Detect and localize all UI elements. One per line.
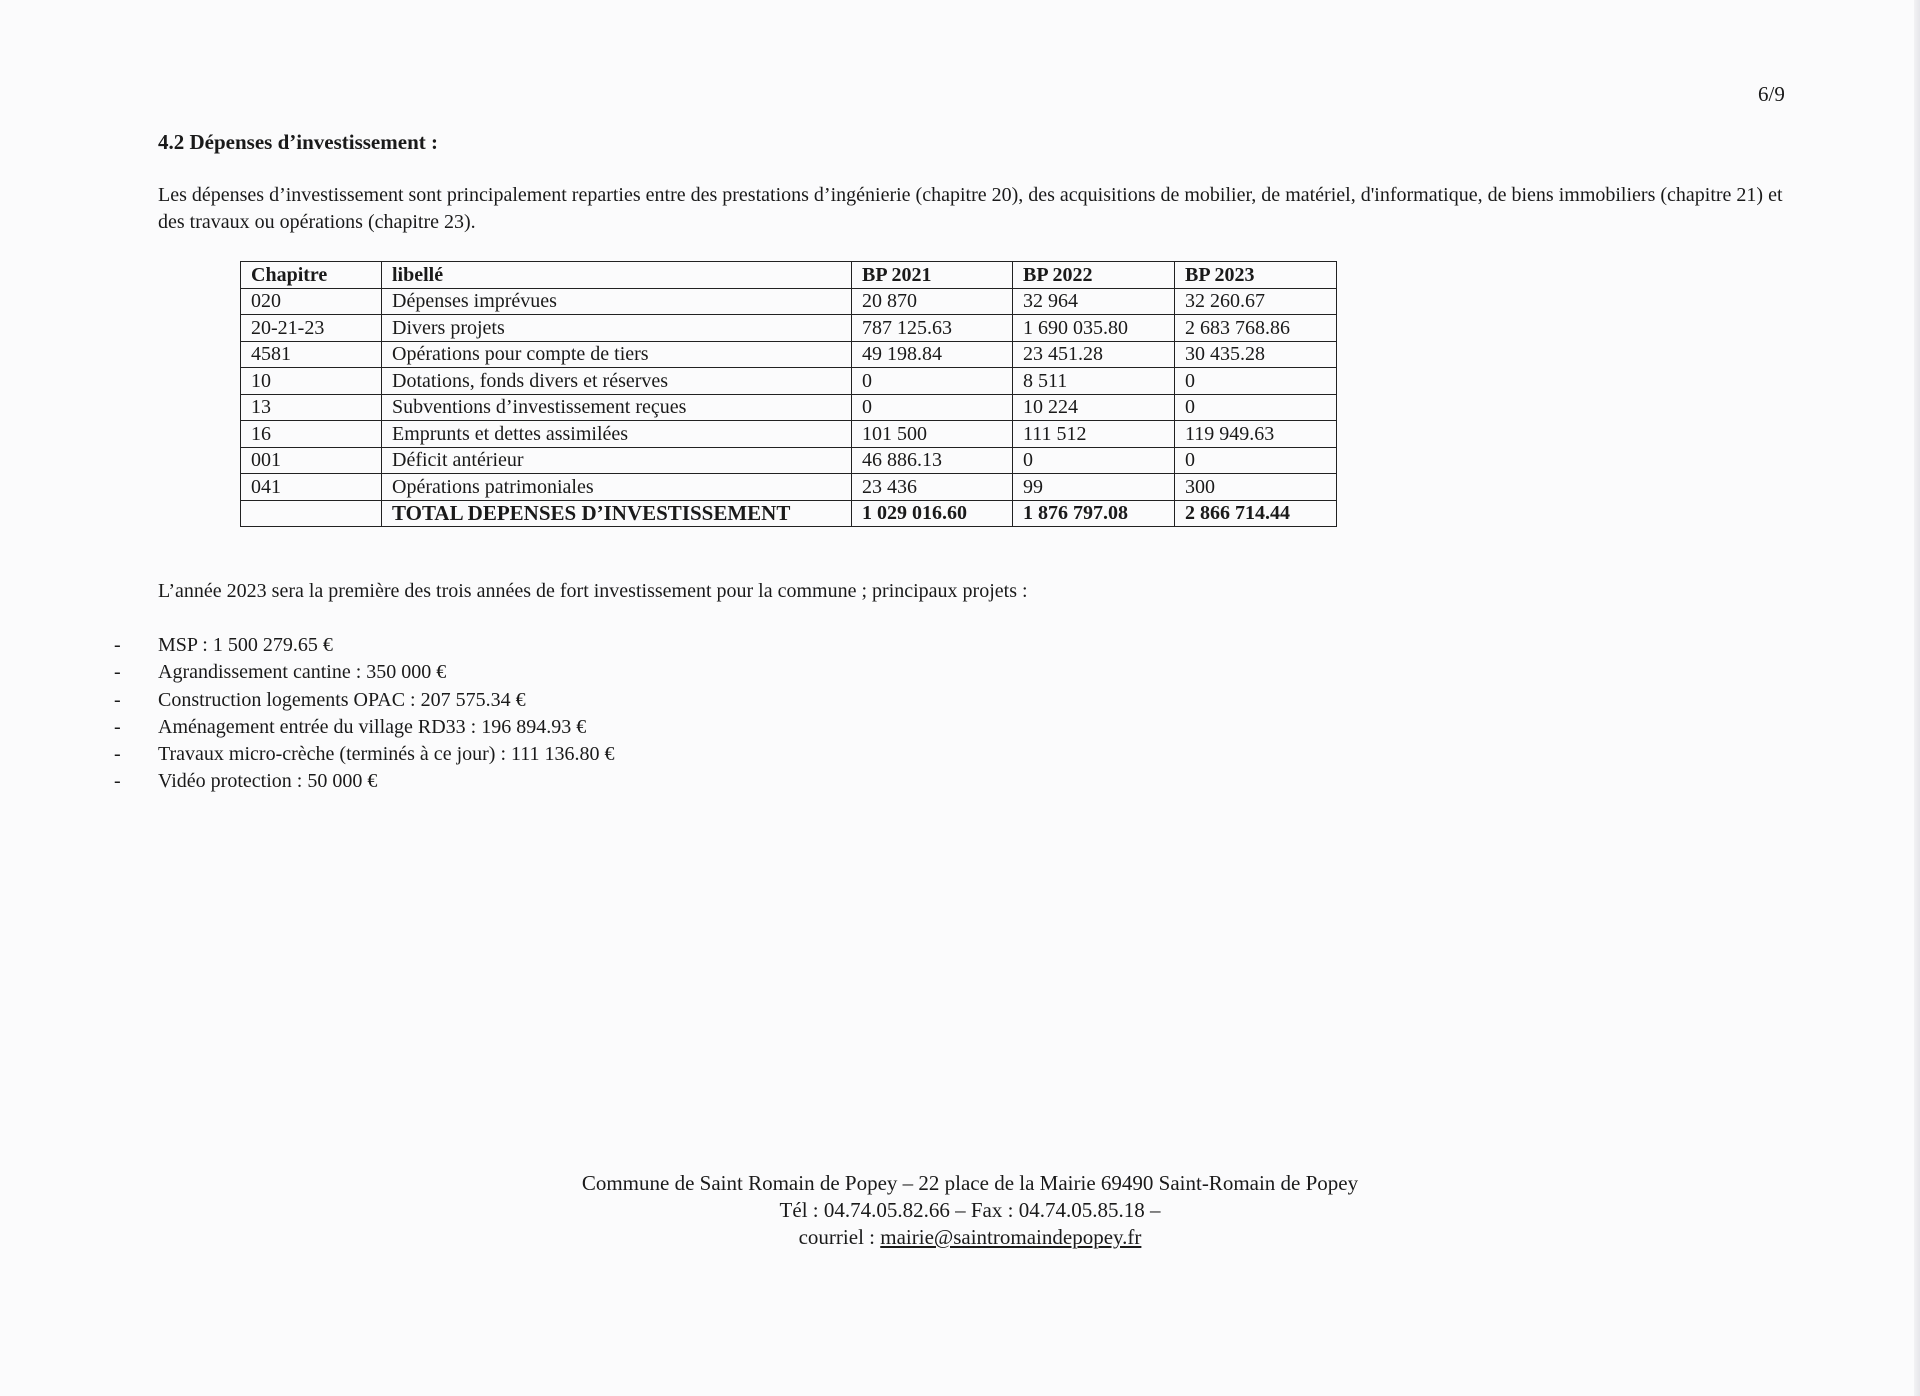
footer-email-prefix: courriel : bbox=[798, 1225, 881, 1249]
cell-bp-2021: 101 500 bbox=[852, 421, 1013, 448]
cell-bp-2021: 20 870 bbox=[852, 288, 1013, 315]
cell-bp-2023: 0 bbox=[1175, 394, 1337, 421]
list-item bbox=[114, 714, 615, 741]
page-footer bbox=[0, 1170, 1920, 1251]
cell-bp-2022: 8 511 bbox=[1013, 368, 1175, 395]
cell-chapitre: 041 bbox=[241, 474, 382, 501]
cell-chapitre: 001 bbox=[241, 447, 382, 474]
table-row bbox=[241, 447, 1337, 474]
page-number: 6/9 bbox=[1758, 82, 1785, 106]
list-item-text: MSP : 1 500 279.65 € bbox=[158, 634, 333, 656]
list-dash: - bbox=[114, 715, 121, 738]
cell-chapitre: 16 bbox=[241, 421, 382, 448]
cell-bp-2021: 46 886.13 bbox=[852, 447, 1013, 474]
cell-libelle: Dépenses imprévues bbox=[382, 288, 852, 315]
list-item-text: Vidéo protection : 50 000 € bbox=[158, 770, 378, 793]
cell-bp-2022: 111 512 bbox=[1013, 421, 1175, 448]
header-bp-2022: BP 2022 bbox=[1013, 262, 1175, 289]
header-bp-2021: BP 2021 bbox=[852, 262, 1013, 289]
cell-bp-2023: 0 bbox=[1175, 368, 1337, 395]
section-heading: 4.2 Dépenses d’investissement : bbox=[158, 130, 438, 154]
cell-bp-2021: 0 bbox=[852, 394, 1013, 421]
cell-libelle: Opérations pour compte de tiers bbox=[382, 341, 852, 368]
list-item bbox=[114, 632, 615, 659]
table-row bbox=[241, 315, 1337, 342]
cell-libelle: Opérations patrimoniales bbox=[382, 474, 852, 501]
table-row bbox=[241, 368, 1337, 395]
cell-bp-2022: 23 451.28 bbox=[1013, 341, 1175, 368]
list-item bbox=[114, 768, 615, 795]
cell-total-bp-2023: 2 866 714.44 bbox=[1175, 500, 1337, 527]
cell-total-label: TOTAL DEPENSES D’INVESTISSEMENT bbox=[382, 500, 852, 527]
cell-bp-2021: 787 125.63 bbox=[852, 315, 1013, 342]
header-bp-2023: BP 2023 bbox=[1175, 262, 1337, 289]
list-item-text: Agrandissement cantine : 350 000 € bbox=[158, 661, 447, 684]
projects-list bbox=[114, 632, 615, 796]
table-row bbox=[241, 288, 1337, 315]
list-item bbox=[114, 741, 615, 768]
header-chapitre: Chapitre bbox=[241, 262, 382, 289]
table-row bbox=[241, 341, 1337, 368]
cell-bp-2021: 0 bbox=[852, 368, 1013, 395]
cell-bp-2022: 1 690 035.80 bbox=[1013, 315, 1175, 342]
cell-libelle: Subventions d’investissement reçues bbox=[382, 394, 852, 421]
cell-bp-2022: 32 964 bbox=[1013, 288, 1175, 315]
cell-libelle: Dotations, fonds divers et réserves bbox=[382, 368, 852, 395]
list-item bbox=[114, 659, 615, 686]
cell-bp-2023: 300 bbox=[1175, 474, 1337, 501]
cell-chapitre: 4581 bbox=[241, 341, 382, 368]
cell-total-bp-2022: 1 876 797.08 bbox=[1013, 500, 1175, 527]
list-dash: - bbox=[114, 743, 121, 766]
cell-libelle: Emprunts et dettes assimilées bbox=[382, 421, 852, 448]
list-dash: - bbox=[114, 634, 121, 656]
table-row bbox=[241, 474, 1337, 501]
cell-bp-2023: 30 435.28 bbox=[1175, 341, 1337, 368]
list-dash: - bbox=[114, 688, 121, 711]
cell-chapitre: 20-21-23 bbox=[241, 315, 382, 342]
footer-address: Commune de Saint Romain de Popey – 22 place de la Mairie 69490 Saint-Romain de Popey bbox=[581, 1171, 1359, 1195]
table-header-row bbox=[241, 262, 1337, 289]
cell-chapitre: 020 bbox=[241, 288, 382, 315]
list-dash: - bbox=[114, 770, 121, 793]
table-total-row bbox=[241, 500, 1337, 527]
table-row bbox=[241, 394, 1337, 421]
cell-bp-2022: 99 bbox=[1013, 474, 1175, 501]
footer-email-link[interactable]: mairie@saintromaindepopey.fr bbox=[880, 1225, 1142, 1249]
cell-total-bp-2021: 1 029 016.60 bbox=[852, 500, 1013, 527]
cell-libelle: Déficit antérieur bbox=[382, 447, 852, 474]
cell-bp-2022: 0 bbox=[1013, 447, 1175, 474]
list-item bbox=[114, 687, 615, 714]
intro-paragraph: Les dépenses d’investissement sont principalement reparties entre des prestations d’ingénierie (chapitre 20), des acquisitions de mobilier, de matériel, d'informatique, de biens immobiliers (chapitre 21) et des travaux ou opérations (chapitre 23). bbox=[158, 184, 1783, 233]
projects-intro: L’année 2023 sera la première des trois années de fort investissement pour la commune ; principaux projets : bbox=[158, 580, 1028, 602]
cell-bp-2022: 10 224 bbox=[1013, 394, 1175, 421]
cell-bp-2021: 23 436 bbox=[852, 474, 1013, 501]
table-row bbox=[241, 421, 1337, 448]
cell-libelle: Divers projets bbox=[382, 315, 852, 342]
footer-phone-fax: Tél : 04.74.05.82.66 – Fax : 04.74.05.85.18 – bbox=[779, 1198, 1161, 1222]
cell-total-chapitre bbox=[241, 500, 382, 527]
list-item-text: Travaux micro-crèche (terminés à ce jour) : 111 136.80 € bbox=[158, 743, 615, 766]
list-item-text: Aménagement entrée du village RD33 : 196 894.93 € bbox=[158, 715, 587, 738]
cell-chapitre: 13 bbox=[241, 394, 382, 421]
investment-expenses-table bbox=[240, 261, 1337, 527]
cell-bp-2021: 49 198.84 bbox=[852, 341, 1013, 368]
footer-email-line bbox=[0, 1224, 1920, 1251]
cell-bp-2023: 119 949.63 bbox=[1175, 421, 1337, 448]
cell-bp-2023: 32 260.67 bbox=[1175, 288, 1337, 315]
cell-bp-2023: 2 683 768.86 bbox=[1175, 315, 1337, 342]
cell-chapitre: 10 bbox=[241, 368, 382, 395]
header-libelle: libellé bbox=[382, 262, 852, 289]
list-dash: - bbox=[114, 661, 121, 684]
cell-bp-2023: 0 bbox=[1175, 447, 1337, 474]
scan-edge-shadow bbox=[1914, 0, 1920, 1396]
investment-table-container bbox=[240, 261, 1337, 527]
list-item-text: Construction logements OPAC : 207 575.34 € bbox=[158, 688, 526, 711]
